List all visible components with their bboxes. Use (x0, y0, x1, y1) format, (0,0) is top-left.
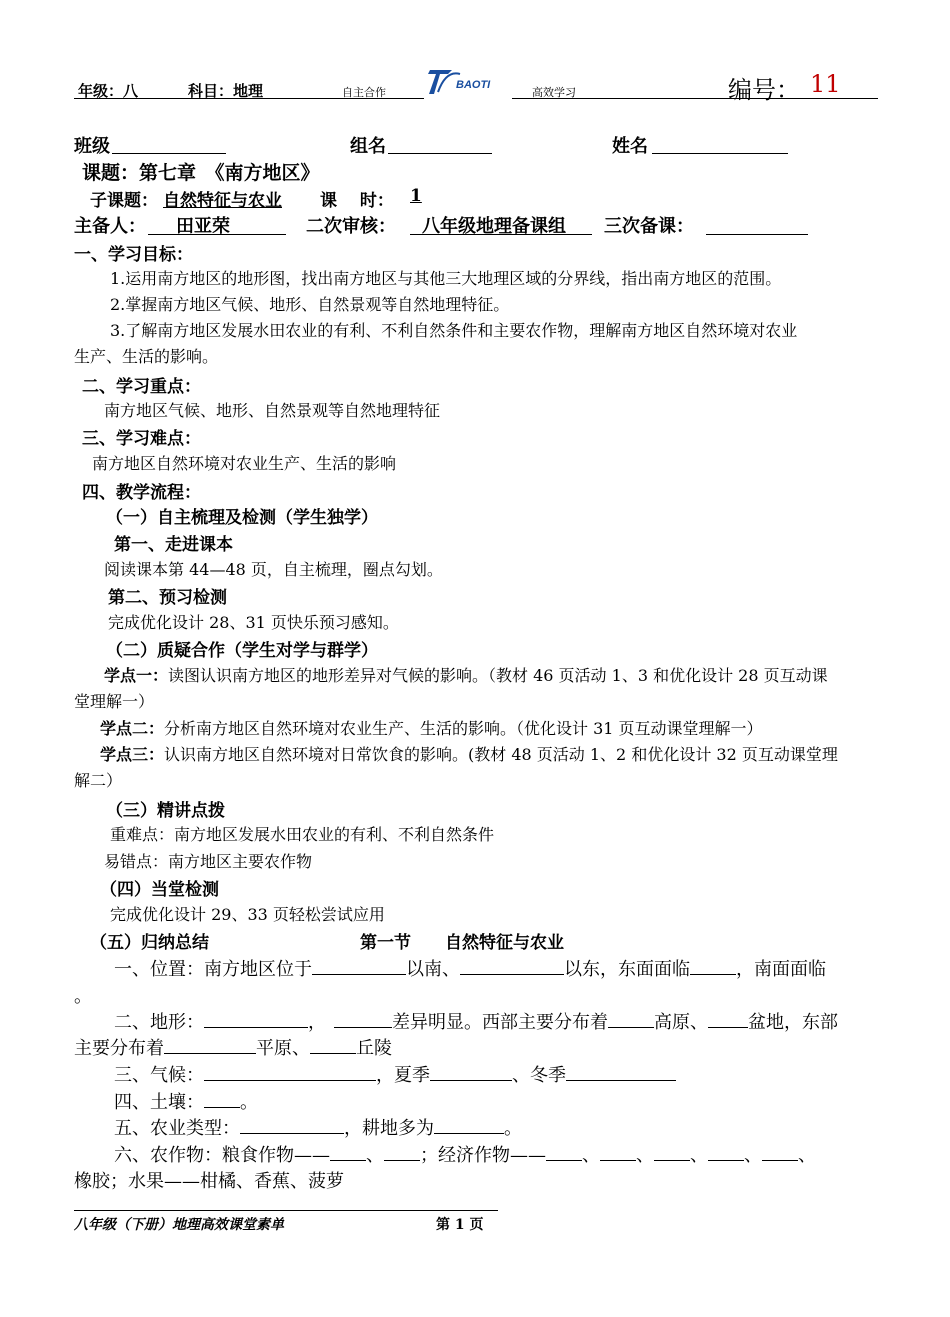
terrain-text-b: ， (308, 1012, 326, 1033)
preparer-underline (148, 234, 286, 235)
point2-line (100, 716, 763, 739)
location-blank-3[interactable] (690, 956, 736, 975)
name-label: 姓名 (612, 136, 648, 157)
crops-blank-4[interactable] (600, 1142, 636, 1161)
reviewer-underline (410, 234, 592, 235)
crops-line2: 橡胶；水果——柑橘、香蕉、菠萝 (74, 1171, 344, 1192)
lesson-topic: 课题：第七章 《南方地区》 (82, 162, 320, 184)
point1-text: 读图认识南方地区的地形差异对气候的影响。（教材 46 页活动 1、3 和优化设计 28 页互动课 (168, 666, 828, 685)
crops-sep-6: 、 (798, 1145, 816, 1166)
footer-title: 八年级（下册）地理高效课堂素单 (74, 1217, 284, 1233)
terrain-text-d: 高原、 (654, 1012, 708, 1033)
right-slogan: 高效学习 (532, 86, 576, 99)
crops-sep-4: 、 (690, 1145, 708, 1166)
header-rule-right (512, 98, 878, 99)
soil-line (114, 1088, 258, 1114)
terrain-blank-5[interactable] (164, 1035, 256, 1054)
climate-blank-2[interactable] (430, 1062, 512, 1081)
number-label: 编号： (728, 76, 800, 104)
subtopic-value: 自然特征与农业 (163, 191, 282, 211)
terrain-text-f: 主要分布着 (74, 1038, 164, 1059)
location-text-b: 以南、 (406, 959, 460, 980)
location-line (114, 955, 826, 981)
point1-line2: 堂理解一） (74, 692, 155, 711)
terrain-blank-1[interactable] (204, 1009, 308, 1028)
section-title: 第一节 自然特征与农业 (360, 933, 564, 953)
process-step2-text: 完成优化设计 28、31 页快乐预习感知。 (108, 613, 399, 632)
point3-line2: 解二） (74, 771, 123, 790)
objective-1: 1.运用南方地区的地形图，找出南方地区与其他三大地理区域的分界线，指出南方地区的范围。 (110, 269, 782, 288)
error-prone: 易错点：南方地区主要农作物 (104, 852, 313, 871)
key-points-text: 南方地区气候、地形、自然景观等自然地理特征 (104, 401, 441, 420)
terrain-text-h: 丘陵 (356, 1038, 392, 1059)
crops-line (114, 1141, 816, 1167)
process-step1: 第一、走进课本 (114, 535, 233, 555)
location-blank-2[interactable] (460, 956, 564, 975)
objective-2: 2.掌握南方地区气候、地形、自然景观等自然地理特征。 (110, 295, 510, 314)
period-label: 课 时： (320, 191, 394, 211)
process-part2: （二）质疑合作（学生对学与群学） (106, 641, 378, 661)
crops-sep-5: 、 (744, 1145, 762, 1166)
number-value: 11 (810, 70, 841, 98)
terrain-text-g: 平原、 (256, 1038, 310, 1059)
process-part3: （三）精讲点拨 (106, 801, 225, 821)
terrain-text-e: 盆地，东部 (748, 1012, 838, 1033)
crops-sep-1: 、 (366, 1145, 384, 1166)
location-blank-1[interactable] (312, 956, 406, 975)
difficulties-text: 南方地区自然环境对农业生产、生活的影响 (92, 454, 397, 473)
terrain-line (114, 1008, 838, 1034)
terrain-text-a: 二、地形： (114, 1012, 204, 1033)
crops-blank-2[interactable] (384, 1142, 420, 1161)
crops-blank-1[interactable] (330, 1142, 366, 1161)
agri-text-c: 。 (504, 1118, 522, 1139)
climate-line (114, 1061, 676, 1087)
terrain-line2 (74, 1034, 392, 1060)
point2-text: 分析南方地区自然环境对农业生产、生活的影响。（优化设计 31 页互动课堂理解一） (164, 719, 763, 738)
period-value: 1 (410, 186, 422, 206)
point3-label: 学点三： (100, 745, 165, 764)
reviewer-value: 八年级地理备课组 (422, 216, 566, 237)
objectives-heading: 一、学习目标： (74, 245, 193, 265)
terrain-blank-6[interactable] (310, 1035, 356, 1054)
agri-blank-2[interactable] (434, 1115, 504, 1134)
process-step2: 第二、预习检测 (108, 588, 227, 608)
subject-label: 科目：地理 (188, 82, 264, 100)
crops-text-b: ；经济作物—— (420, 1145, 546, 1166)
agriculture-line (114, 1114, 522, 1140)
name-blank[interactable] (652, 153, 788, 154)
soil-text-a: 四、土壤： (114, 1092, 204, 1113)
test-text: 完成优化设计 29、33 页轻松尝试应用 (110, 905, 385, 924)
group-blank[interactable] (388, 153, 492, 154)
process-part1: （一）自主梳理及检测（学生独学） (106, 508, 378, 528)
crops-blank-3[interactable] (546, 1142, 582, 1161)
terrain-text-c: 差异明显。西部主要分布着 (392, 1012, 608, 1033)
location-text-c: 以东，东面面临 (564, 959, 690, 980)
subtopic-label: 子课题： (90, 191, 158, 211)
climate-text-b: ，夏季 (376, 1065, 430, 1086)
process-heading: 四、教学流程： (82, 483, 201, 503)
soil-text-b: 。 (240, 1092, 258, 1113)
preparer-value: 田亚荣 (176, 216, 230, 237)
preparer-label: 主备人： (74, 216, 146, 237)
process-part4: （四）当堂检测 (100, 880, 219, 900)
logo-text: BAOTI (456, 79, 491, 91)
agri-text-b: ，耕地多为 (344, 1118, 434, 1139)
soil-blank[interactable] (204, 1089, 240, 1108)
process-part5: （五）归纳总结 (90, 933, 209, 953)
crops-sep-3: 、 (636, 1145, 654, 1166)
left-slogan: 自主合作 (342, 86, 386, 99)
header-rule-left (74, 98, 424, 99)
point2-label: 学点二： (100, 719, 165, 738)
group-label: 组名 (350, 136, 386, 157)
agri-text-a: 五、农业类型： (114, 1118, 240, 1139)
crops-text-a: 六、农作物：粮食作物—— (114, 1145, 330, 1166)
terrain-blank-2[interactable] (334, 1009, 392, 1028)
climate-blank-1[interactable] (204, 1062, 376, 1081)
location-end: 。 (74, 986, 92, 1007)
crops-blank-7[interactable] (762, 1142, 798, 1161)
third-prep-blank[interactable] (706, 234, 808, 235)
baoti-logo (426, 64, 506, 100)
terrain-blank-3[interactable] (608, 1009, 654, 1028)
location-text-a: 一、位置：南方地区位于 (114, 959, 312, 980)
review-label: 二次审核： (306, 216, 396, 237)
crops-blank-5[interactable] (654, 1142, 690, 1161)
point3-text: 认识南方地区自然环境对日常饮食的影响。(教材 48 页活动 1、2 和优化设计 32 页互动课堂理 (164, 745, 838, 764)
class-label: 班级 (74, 136, 110, 157)
location-text-d: ，南面面临 (736, 959, 826, 980)
point1-line1 (104, 663, 828, 686)
objective-3: 3.了解南方地区发展水田农业的有利、不利自然条件和主要农作物，理解南方地区自然环境对农业 (110, 321, 798, 340)
key-points-heading: 二、学习重点： (82, 377, 201, 397)
climate-text-c: 、冬季 (512, 1065, 566, 1086)
climate-blank-3[interactable] (566, 1062, 676, 1081)
footer-rule (74, 1210, 498, 1211)
third-prep-label: 三次备课： (604, 216, 694, 237)
crops-sep-2: 、 (582, 1145, 600, 1166)
crops-blank-6[interactable] (708, 1142, 744, 1161)
footer-page: 第 1 页 (436, 1217, 484, 1233)
agri-blank-1[interactable] (240, 1115, 344, 1134)
logo-icon (426, 64, 506, 100)
climate-text-a: 三、气候： (114, 1065, 204, 1086)
objective-3-cont: 生产、生活的影响。 (74, 347, 219, 366)
process-step1-text: 阅读课本第 44—48 页，自主梳理，圈点勾划。 (104, 560, 443, 579)
key-difficult: 重难点：南方地区发展水田农业的有利、不利自然条件 (110, 825, 495, 844)
grade-label: 年级：八 (78, 82, 139, 100)
difficulties-heading: 三、学习难点： (82, 429, 201, 449)
terrain-blank-4[interactable] (708, 1009, 748, 1028)
point1-label: 学点一： (104, 666, 169, 685)
class-blank[interactable] (112, 153, 226, 154)
point3-line1 (100, 742, 838, 765)
